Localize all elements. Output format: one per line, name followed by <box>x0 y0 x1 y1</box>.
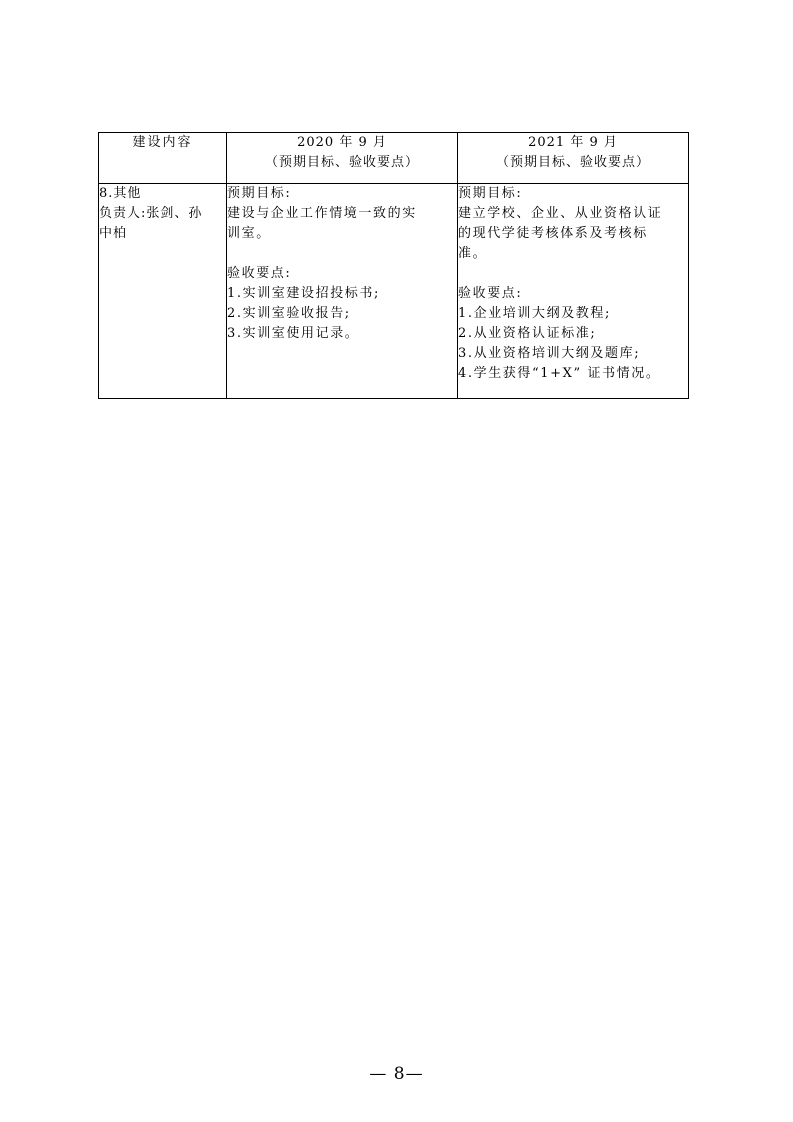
check-label-2020: 验收要点: <box>227 266 292 281</box>
header-2021 <box>458 133 689 184</box>
list-item: 2.从业资格认证标准; <box>458 326 597 341</box>
target-text-2020-l1: 建设与企业工作情境一致的实 <box>227 206 417 221</box>
list-item: 1.实训室建设招投标书; <box>227 286 380 301</box>
construction-plan-table <box>98 132 689 399</box>
cell-2020 <box>227 184 458 399</box>
header-construction-content <box>99 133 227 184</box>
cell-2021 <box>458 184 689 399</box>
spacer <box>458 264 688 284</box>
list-item: 4.学生获得“1+X” 证书情况。 <box>458 366 661 381</box>
list-item: 3.从业资格培训大纲及题库; <box>458 346 641 361</box>
target-label-2020: 预期目标: <box>227 186 292 201</box>
header-2021-subtitle: （预期目标、验收要点） <box>495 155 650 170</box>
list-item: 1.企业培训大纲及教程; <box>458 306 611 321</box>
table-header-row <box>99 133 689 184</box>
category-cell <box>99 184 227 399</box>
header-2020 <box>227 133 458 184</box>
header-2021-date: 2021 年 9 月 <box>528 135 618 150</box>
check-label-2021: 验收要点: <box>458 286 523 301</box>
target-text-2021-l2: 的现代学徒考核体系及考核标 <box>458 226 648 241</box>
category-owner-cont: 中柏 <box>99 226 128 241</box>
target-text-2021-l1: 建立学校、企业、从业资格认证 <box>458 206 663 221</box>
target-label-2021: 预期目标: <box>458 186 523 201</box>
list-item: 2.实训室验收报告; <box>227 306 351 321</box>
table-row <box>99 184 689 399</box>
category-title: 8.其他 <box>99 186 142 201</box>
list-item: 3.实训室使用记录。 <box>227 326 360 341</box>
header-construction-content-text: 建设内容 <box>132 135 193 150</box>
page-number: — 8— <box>369 1064 424 1084</box>
category-owner: 负责人:张剑、孙 <box>99 206 203 221</box>
spacer <box>227 244 457 264</box>
header-2020-subtitle: （预期目标、验收要点） <box>264 155 419 170</box>
header-2020-date: 2020 年 9 月 <box>297 135 387 150</box>
target-text-2020-l2: 训室。 <box>227 226 271 241</box>
target-text-2021-l3: 准。 <box>458 246 488 261</box>
